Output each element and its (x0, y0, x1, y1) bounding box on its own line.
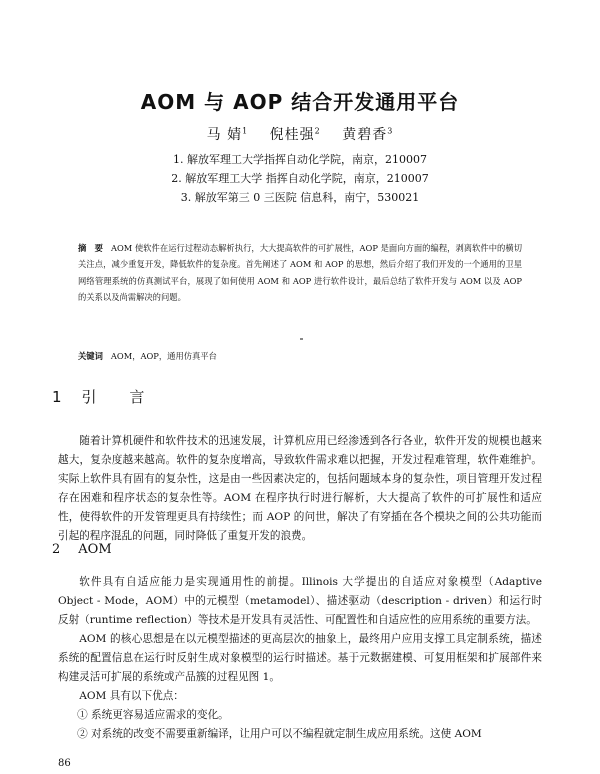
section-number: 1 (52, 388, 62, 406)
section-heading-introduction (52, 386, 158, 407)
page-number: 86 (58, 758, 71, 769)
affiliation: 1. 解放军理工大学指挥自动化学院，南京，210007 (173, 153, 427, 166)
affiliation: 2. 解放军理工大学 指挥自动化学院，南京，210007 (171, 172, 429, 185)
keywords-label: 关键词 (78, 351, 103, 361)
list-item: ② 对系统的改变不需要重新编译，让用户可以不编程就定制生成应用系统。这使 AOM (77, 728, 482, 740)
paragraph: 随着计算机硬件和软件技术的迅速发展，计算机应用已经渗透到各行各业，软件开发的规模也越来越大，复杂度越来越高。软件的复杂度增高，导致软件需求难以把握，开发过程难管理，软件难维护。实际上软件具有固有的复杂性，这是由一些因素决定的，包括问题域本身的复杂性，项目管理开发过程存在困难和程序状态的复杂性等。AOM 在程序执行时进行解析，大大提高了软件的可扩展性和适应性，使得软件的开发管理更具有持续性；而 AOP 的问世，解决了有穿插在各个模块之间的公共功能而引起的程序混乱的问题，同时降低了重复开发的浪费。 (58, 435, 542, 542)
paper-title: AOM 与 AOP 结合开发通用平台 (140, 90, 460, 114)
section-number: 2 (52, 542, 61, 557)
keywords (78, 350, 217, 362)
abstract (78, 240, 522, 306)
affiliation-list (0, 150, 600, 207)
section-body-introduction (58, 432, 542, 546)
keywords-text: AOM，AOP，通用仿真平台 (110, 351, 217, 361)
paragraph: 软件具有自适应能力是实现通用性的前提。Illinois 大学提出的自适应对象模型（Adaptive Object - Mode，AOM）中的元模型（metamodel）、描述驱动（description - driven）和运行时反射（runtime reflection）等技术是开发具有灵活性、可配置性和自适应性的应用系统的重要方法。 (58, 576, 542, 626)
author-list (0, 124, 600, 144)
section-title: 引 言 (81, 388, 159, 406)
section-title: AOM (78, 542, 112, 557)
section-body-aom (58, 573, 542, 744)
paragraph: AOM 的核心思想是在以元模型描述的更高层次的抽象上，最终用户应用支撑工具定制系统，描述系统的配置信息在运行时反射生成对象模型的运行时描述。基于元数据建模、可复用框架和扩展部件来构建灵活可扩展的系统或产品簇的过程见图 1。 (58, 633, 542, 683)
affiliation: 3. 解放军第三 0 三医院 信息科，南宁，530021 (180, 191, 420, 204)
list-item: ① 系统更容易适应需求的变化。 (77, 709, 229, 721)
author: 黄碧香$^3$ (342, 126, 394, 143)
author: 马 婧$^1$ (206, 126, 249, 143)
scan-speck (300, 338, 303, 340)
author: 倪桂强$^2$ (269, 126, 321, 143)
section-heading-aom (52, 542, 112, 557)
abstract-text: AOM 使软件在运行过程动态解析执行，大大提高软件的可扩展性，AOP 是面向方面的编程，剥离软件中的横切关注点，减少重复开发，降低软件的复杂度。首先阐述了 AOM 和 AOP 的思想，然后介绍了我们开发的一个通用的卫星网络管理系统的仿真测试平台，展现了如何使用 AOM 和 AOP 进行软件设计，最后总结了软件开发与 AOM 以及 AOP 的关系以及尚需解决的问题。 (78, 243, 522, 303)
abstract-label: 摘 要 (78, 243, 103, 253)
paragraph: AOM 具有以下优点： (79, 690, 184, 702)
